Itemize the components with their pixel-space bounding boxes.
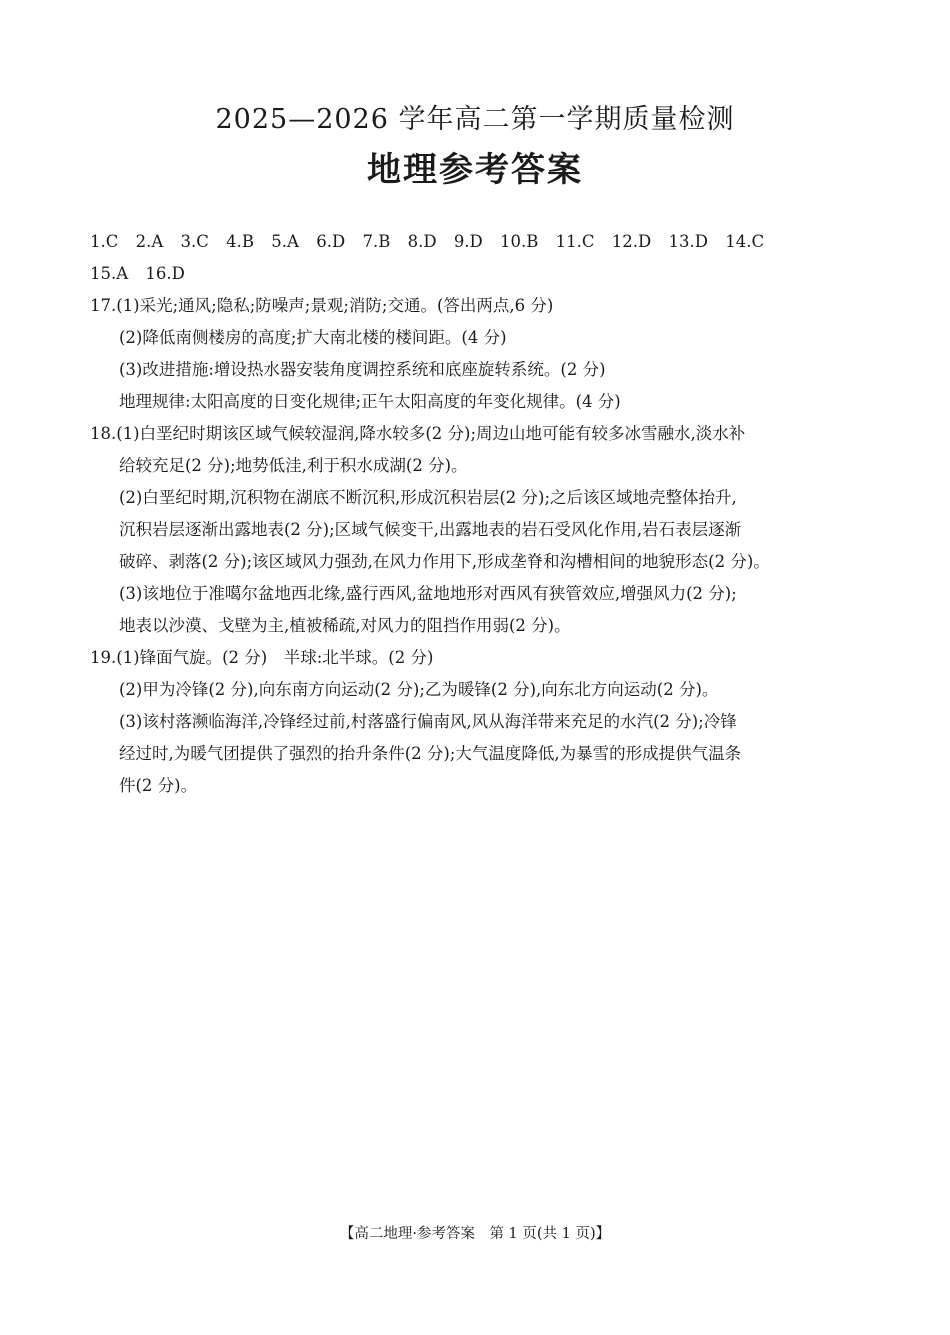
q18-line-6: (3)该地位于准噶尔盆地西北缘,盛行西风,盆地地形对西风有狭管效应,增强风力(2 分); [119, 584, 737, 603]
q18-line-3: (2)白垩纪时期,沉积物在湖底不断沉积,形成沉积岩层(2 分);之后该区域地壳整体抬升, [119, 488, 737, 507]
mc-answer: 5.A [271, 232, 299, 251]
mc-answer: 8.D [407, 232, 437, 251]
mc-answers-row-1 [90, 226, 870, 258]
q17-line-3: (3)改进措施:增设热水器安装角度调控系统和底座旋转系统。(2 分) [119, 360, 606, 379]
mc-answers-row-2 [90, 258, 870, 290]
document-title: 2025—2026 学年高二第一学期质量检测 [215, 104, 735, 135]
q19-line-3: (3)该村落濒临海洋,冷锋经过前,村落盛行偏南风,风从海洋带来充足的水汽(2 分);冷锋 [119, 712, 737, 731]
q19-line-1: 19.(1)锋面气旋。(2 分) 半球:北半球。(2 分) [90, 648, 434, 667]
page-footer: 【高二地理·参考答案 第 1 页(共 1 页)】 [339, 1226, 611, 1242]
q18-line-5: 破碎、剥落(2 分);该区域风力强劲,在风力作用下,形成垄脊和沟槽相间的地貌形态(2 分)。 [119, 552, 770, 571]
mc-answer: 10.B [500, 232, 539, 251]
mc-answer: 1.C [90, 232, 119, 251]
q19-line-4: 经过时,为暖气团提供了强烈的抬升条件(2 分);大气温度降低,为暴雪的形成提供气温条 [119, 744, 742, 763]
mc-answer: 12.D [611, 232, 652, 251]
mc-answer: 11.C [555, 232, 595, 251]
mc-answer: 15.A [90, 264, 129, 283]
q17-line-4: 地理规律:太阳高度的日变化规律;正午太阳高度的年变化规律。(4 分) [119, 392, 621, 411]
q19-line-2: (2)甲为冷锋(2 分),向东南方向运动(2 分);乙为暖锋(2 分),向东北方向运动(2 分)。 [119, 680, 719, 699]
q18-line-4: 沉积岩层逐渐出露地表(2 分);区域气候变干,出露地表的岩石受风化作用,岩石表层逐渐 [119, 520, 742, 539]
q17-line-1: 17.(1)采光;通风;隐私;防噪声;景观;消防;交通。(答出两点,6 分) [90, 296, 554, 315]
mc-answer: 3.C [180, 232, 209, 251]
mc-answer: 13.D [668, 232, 709, 251]
q18-line-7: 地表以沙漠、戈壁为主,植被稀疏,对风力的阻挡作用弱(2 分)。 [119, 616, 571, 635]
mc-answer: 7.B [362, 232, 391, 251]
mc-answer: 14.C [725, 232, 765, 251]
answer-content [90, 226, 870, 802]
mc-answer: 6.D [316, 232, 346, 251]
mc-answer: 16.D [145, 264, 185, 283]
q17-line-2: (2)降低南侧楼房的高度;扩大南北楼的楼间距。(4 分) [119, 328, 507, 347]
mc-answer: 2.A [135, 232, 164, 251]
document-subtitle: 地理参考答案 [367, 150, 583, 190]
q18-line-1: 18.(1)白垩纪时期该区域气候较湿润,降水较多(2 分);周边山地可能有较多冰雪融水,淡水补 [90, 424, 746, 443]
q18-line-2: 给较充足(2 分);地势低洼,利于积水成湖(2 分)。 [119, 456, 468, 475]
mc-answer: 4.B [226, 232, 255, 251]
q19-line-5: 件(2 分)。 [119, 776, 198, 795]
mc-answer: 9.D [453, 232, 483, 251]
